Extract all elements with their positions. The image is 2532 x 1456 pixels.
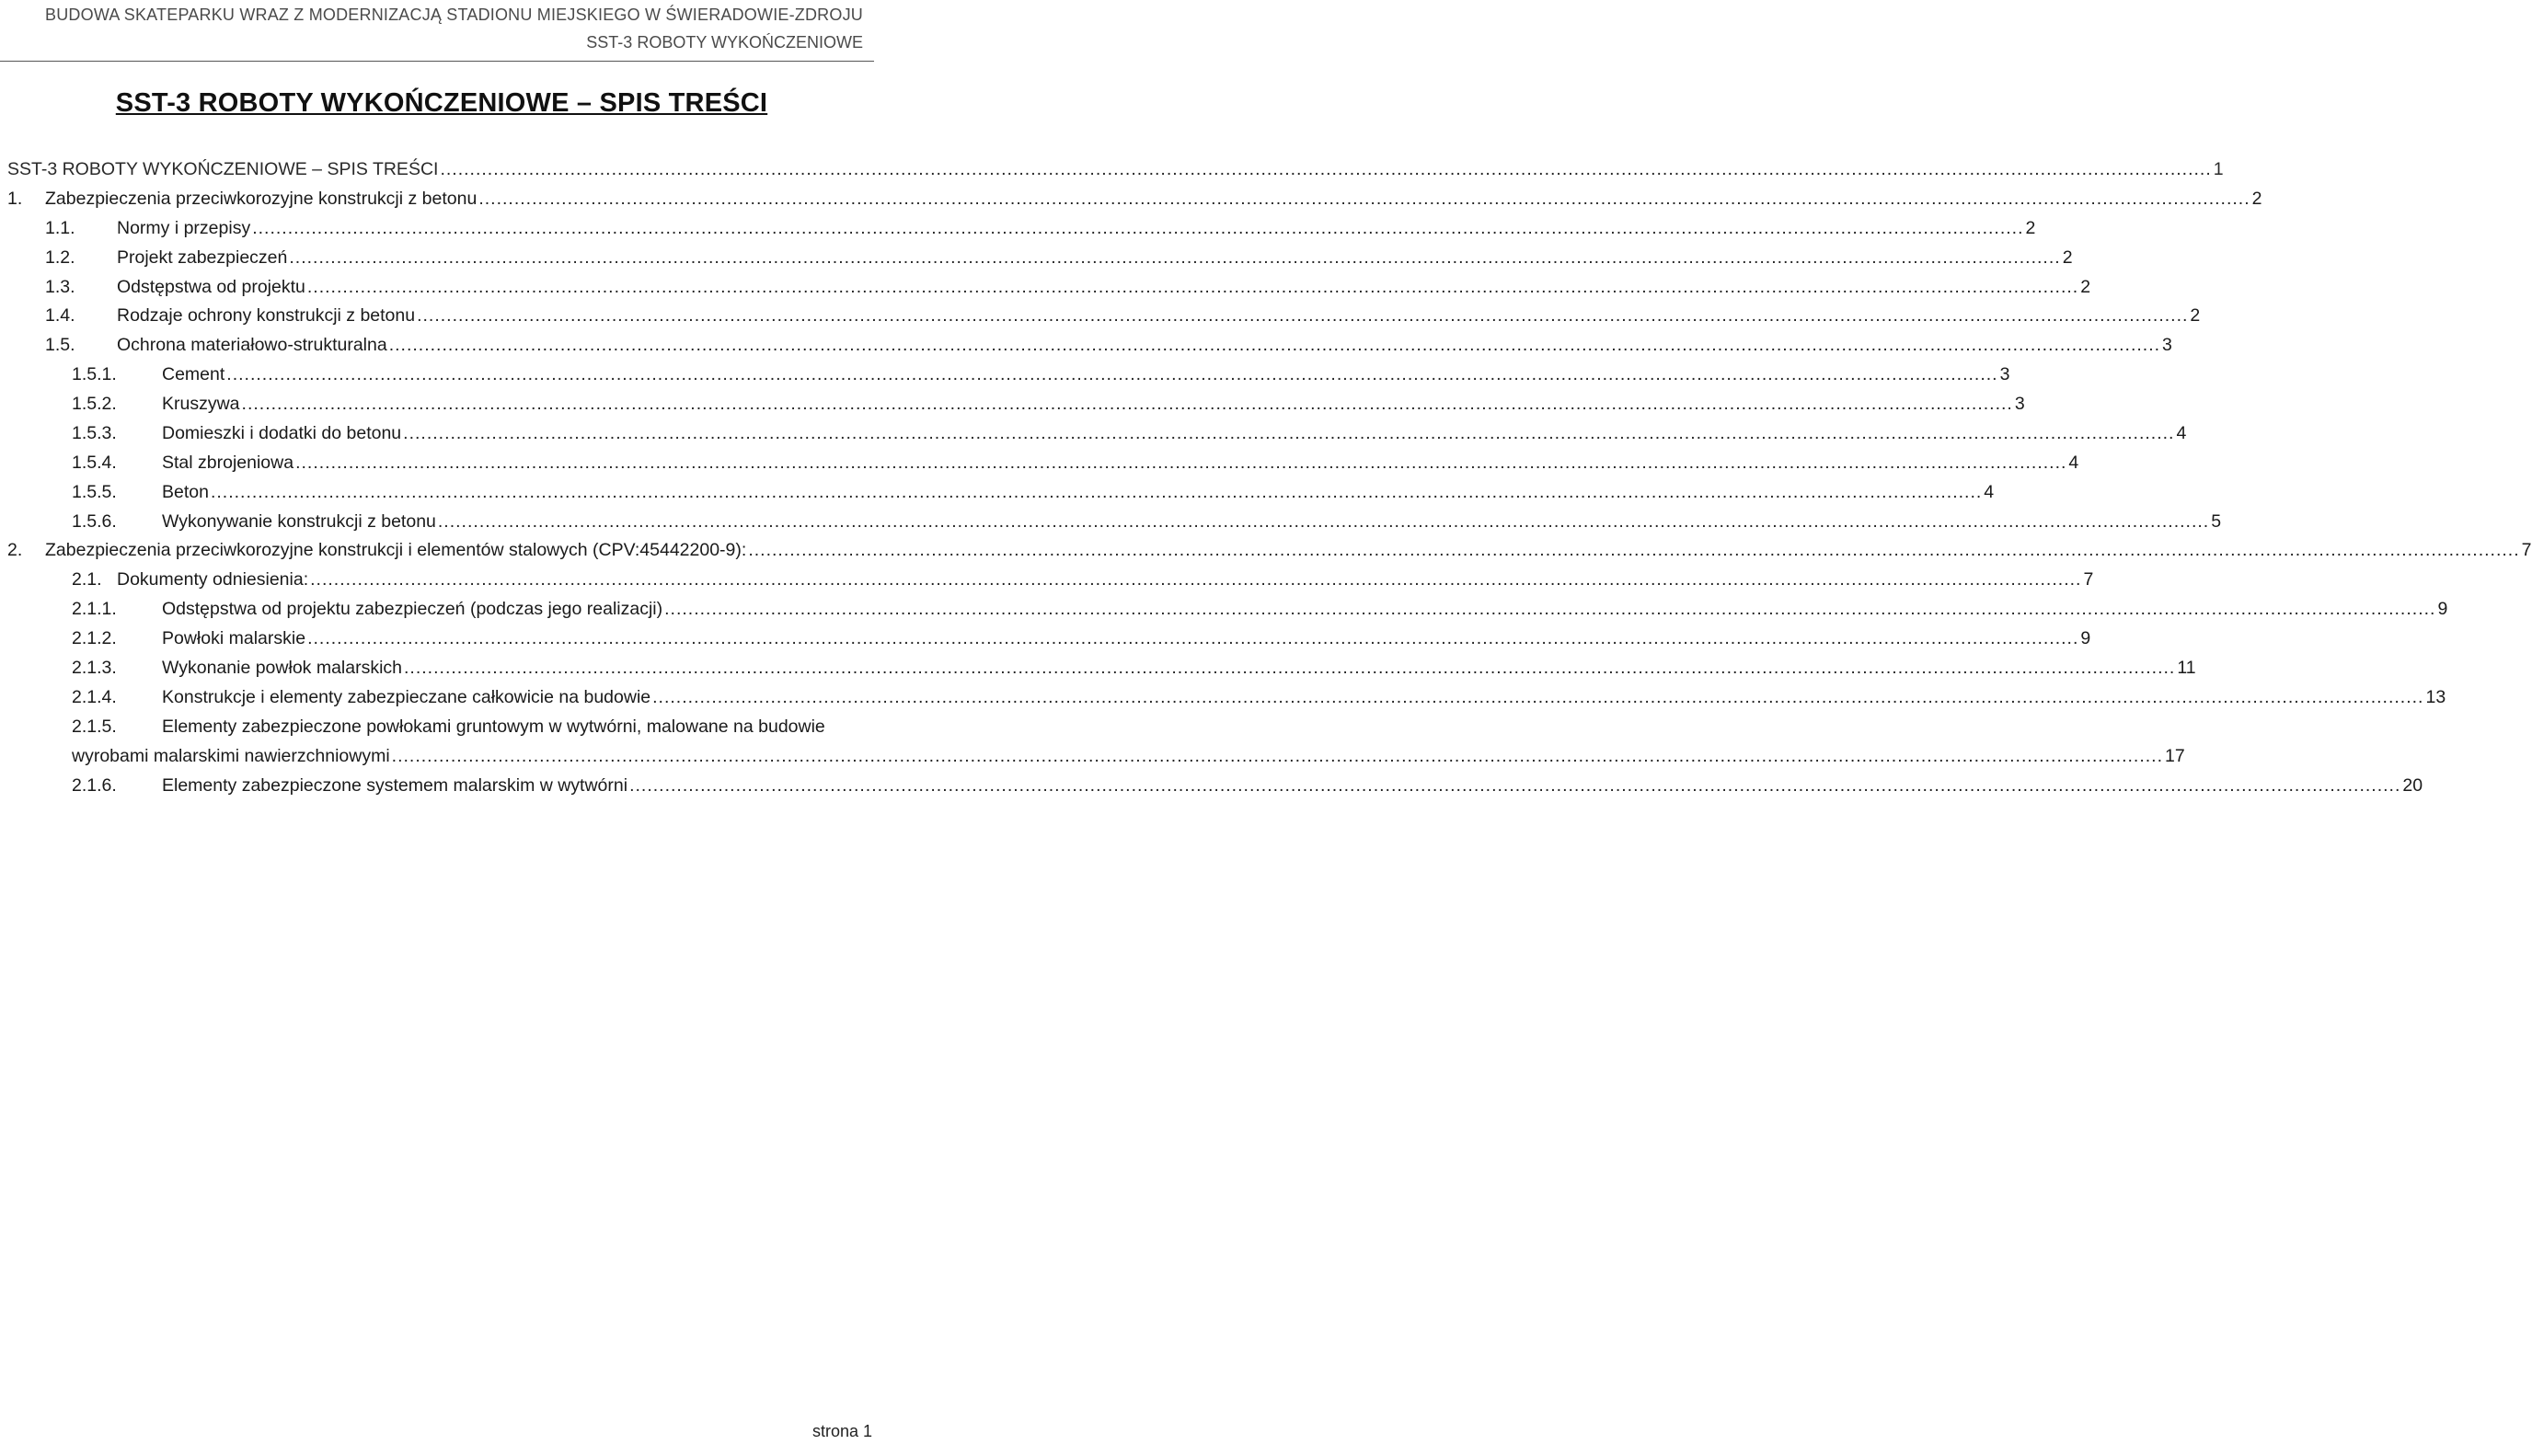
toc-entry-title: Konstrukcje i elementy zabezpieczane całkowicie na budowie <box>162 687 651 707</box>
toc-entry-title: Elementy zabezpieczone powłokami gruntowym w wytwórni, malowane na budowie <box>162 717 825 737</box>
toc-leader-dots: ............................................................................................................................................................................................................................................................................................................ <box>629 775 2401 796</box>
toc-entry[interactable] <box>0 361 2010 388</box>
toc-entry[interactable] <box>0 244 2073 271</box>
document-title: SST-3 ROBOTY WYKOŃCZENIOWE – SPIS TREŚCI <box>115 88 768 118</box>
toc-entry-title: Elementy zabezpieczone systemem malarskim w wytwórni <box>162 775 628 796</box>
toc-entry-title: Normy i przepisy <box>117 218 251 238</box>
toc-entry-page: 9 <box>2437 599 2448 619</box>
toc-entry[interactable] <box>0 155 2224 183</box>
toc-entry-number: 2.1.2. <box>72 628 117 648</box>
toc-entry-page: 20 <box>2402 775 2423 796</box>
toc-entry[interactable] <box>0 683 2446 711</box>
toc-leader-dots: ............................................................................................................................................................................................................................................................................................................ <box>403 423 2175 443</box>
toc-entry-title: Wykonywanie konstrukcji z betonu <box>162 511 436 532</box>
toc-leader-dots: ............................................................................................................................................................................................................................................................................................................ <box>388 335 2161 355</box>
toc-entry-page: 1 <box>2213 159 2224 179</box>
toc-entry-title: Domieszki i dodatki do betonu <box>162 423 402 443</box>
toc-leader-dots: ............................................................................................................................................................................................................................................................................................................ <box>295 453 2067 473</box>
toc-entry-number: 1.5.3. <box>72 423 117 443</box>
toc-entry-number: 1.3. <box>45 277 75 297</box>
toc-entry-number: 2.1.1. <box>72 599 117 619</box>
toc-leader-dots: ............................................................................................................................................................................................................................................................................................................ <box>478 189 2250 209</box>
toc-entry-continuation[interactable] <box>0 742 2185 770</box>
toc-entry-page: 17 <box>2165 746 2185 766</box>
toc-entry-number: 2.1. <box>72 569 102 590</box>
toc-entry-title: Dokumenty odniesienia: <box>117 569 309 590</box>
toc-leader-dots: ............................................................................................................................................................................................................................................................................................................ <box>241 394 2013 414</box>
toc-entry[interactable] <box>0 566 2094 593</box>
toc-leader-dots: ............................................................................................................................................................................................................................................................................................................ <box>652 687 2424 707</box>
toc-leader-dots: ............................................................................................................................................................................................................................................................................................................ <box>437 511 2210 532</box>
toc-entry-title: Projekt zabezpieczeń <box>117 247 288 268</box>
toc-entry[interactable] <box>0 772 2423 799</box>
toc-entry-number: 2.1.3. <box>72 658 117 678</box>
toc-entry-title: Powłoki malarskie <box>162 628 306 648</box>
toc-entry[interactable] <box>0 302 2201 329</box>
toc-entry-number: 2.1.5. <box>72 717 117 737</box>
toc-entry-number: 1.5.2. <box>72 394 117 414</box>
toc-entry-title: Ochrona materiałowo-strukturalna <box>117 335 387 355</box>
toc-leader-dots: ............................................................................................................................................................................................................................................................................................................ <box>310 569 2082 590</box>
toc-entry-title: Kruszywa <box>162 394 240 414</box>
toc-entry[interactable] <box>0 654 2196 682</box>
toc-entry[interactable] <box>0 508 2222 535</box>
toc-entry-title: Rodzaje ochrony konstrukcji z betonu <box>117 305 416 326</box>
toc-entry-page: 7 <box>2521 540 2532 560</box>
toc-entry-page: 2 <box>2190 305 2201 326</box>
toc-entry-title-continuation: wyrobami malarskimi nawierzchniowymi <box>72 746 390 766</box>
toc-entry[interactable] <box>0 713 883 740</box>
toc-entry-number: 1.5.6. <box>72 511 117 532</box>
header-project-name: BUDOWA SKATEPARKU WRAZ Z MODERNIZACJĄ STADIONU MIEJSKIEGO W ŚWIERADOWIE-ZDROJU <box>45 6 863 24</box>
toc-entry-number: 1.1. <box>45 218 75 238</box>
toc-entry-number: 2.1.6. <box>72 775 117 796</box>
toc-entry-page: 4 <box>2068 453 2079 473</box>
toc-entry-page: 13 <box>2425 687 2446 707</box>
toc-entry[interactable] <box>0 273 2091 301</box>
toc-leader-dots: ............................................................................................................................................................................................................................................................................................................ <box>289 247 2061 268</box>
toc-entry-number: 2.1.4. <box>72 687 117 707</box>
toc-entry-number: 1.5.4. <box>72 453 117 473</box>
toc-leader-dots: ............................................................................................................................................................................................................................................................................................................ <box>748 540 2520 560</box>
toc-entry-number: 1.5. <box>45 335 75 355</box>
toc-leader-dots: ............................................................................................................................................................................................................................................................................................................ <box>664 599 2436 619</box>
header-section-name: SST-3 ROBOTY WYKOŃCZENIOWE <box>586 33 863 52</box>
toc-leader-dots: ............................................................................................................................................................................................................................................................................................................ <box>417 305 2189 326</box>
toc-entry-number: 2. <box>7 540 23 560</box>
toc-entry-page: 2 <box>2062 247 2073 268</box>
toc-entry-title: Odstępstwa od projektu <box>117 277 305 297</box>
toc-entry[interactable] <box>0 595 2448 623</box>
toc-entry-number: 1.5.5. <box>72 482 117 502</box>
toc-entry[interactable] <box>0 390 2025 418</box>
toc-entry-title: Zabezpieczenia przeciwkorozyjne konstrukcji z betonu <box>45 189 478 209</box>
toc-entry-page: 2 <box>2251 189 2262 209</box>
toc-entry-number: 1.5.1. <box>72 364 117 384</box>
toc-entry-title: Zabezpieczenia przeciwkorozyjne konstrukcji i elementów stalowych (CPV:45442200-9): <box>45 540 747 560</box>
toc-entry-title: Beton <box>162 482 209 502</box>
toc-entry-page: 3 <box>2162 335 2172 355</box>
toc-entry[interactable] <box>0 185 2262 212</box>
toc-entry[interactable] <box>0 419 2187 447</box>
toc-entry-number: 1.2. <box>45 247 75 268</box>
toc-entry[interactable] <box>0 478 1995 506</box>
toc-leader-dots: ............................................................................................................................................................................................................................................................................................................ <box>226 364 1998 384</box>
page-header <box>0 0 874 62</box>
toc-entry-title: Wykonanie powłok malarskich <box>162 658 403 678</box>
toc-entry-page: 9 <box>2080 628 2091 648</box>
toc-entry-page: 7 <box>2083 569 2094 590</box>
toc-entry[interactable] <box>0 331 2172 359</box>
toc-leader-dots: ............................................................................................................................................................................................................................................................................................................ <box>306 277 2079 297</box>
toc-leader-dots: ............................................................................................................................................................................................................................................................................................................ <box>440 159 2212 179</box>
toc-leader-dots: ............................................................................................................................................................................................................................................................................................................ <box>391 746 2163 766</box>
toc-leader-dots: ............................................................................................................................................................................................................................................................................................................ <box>210 482 1983 502</box>
toc-entry[interactable] <box>0 449 2079 476</box>
toc-leader-dots: ............................................................................................................................................................................................................................................................................................................ <box>404 658 2176 678</box>
toc-entry-title: Odstępstwa od projektu zabezpieczeń (podczas jego realizacji) <box>162 599 663 619</box>
toc-entry-number: 1. <box>7 189 23 209</box>
toc-entry-page: 3 <box>2014 394 2025 414</box>
toc-entry-page: 2 <box>2025 218 2036 238</box>
toc-leader-dots: ............................................................................................................................................................................................................................................................................................................ <box>307 628 2079 648</box>
toc-entry-title: Stal zbrojeniowa <box>162 453 294 473</box>
toc-entry-page: 5 <box>2211 511 2222 532</box>
toc-entry[interactable] <box>0 536 2532 564</box>
toc-entry[interactable] <box>0 214 2036 242</box>
toc-entry-number: 1.4. <box>45 305 75 326</box>
page-number-footer: strona 1 <box>811 1422 872 1440</box>
toc-entry[interactable] <box>0 625 2091 652</box>
toc-entry-title: SST-3 ROBOTY WYKOŃCZENIOWE – SPIS TREŚCI <box>7 159 439 179</box>
toc-entry-page: 3 <box>1999 364 2010 384</box>
toc-entry-page: 4 <box>1984 482 1995 502</box>
toc-leader-dots: ............................................................................................................................................................................................................................................................................................................ <box>252 218 2024 238</box>
toc-entry-page: 2 <box>2080 277 2091 297</box>
toc-entry-page: 11 <box>2177 658 2196 678</box>
toc-entry-page: 4 <box>2176 423 2187 443</box>
toc-entry-title: Cement <box>162 364 225 384</box>
